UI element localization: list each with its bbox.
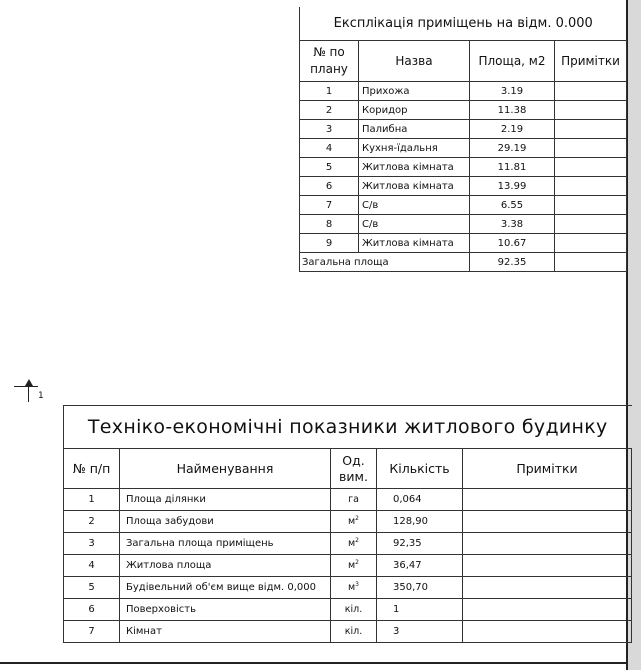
- explication-row: [300, 177, 627, 196]
- tep-row: [64, 511, 632, 533]
- explication-row: [300, 196, 627, 215]
- tep-row-unit-text: га: [348, 494, 359, 506]
- tep-row-notes: [463, 489, 632, 511]
- tep-row-notes: [463, 533, 632, 555]
- tep-title: Техніко-економічні показники житлового будинку: [64, 406, 632, 449]
- explication-row: [300, 158, 627, 177]
- explication-row-area: 6.55: [470, 196, 555, 215]
- tep-row-unit-text: м: [348, 560, 356, 572]
- tep-row-name: Житлова площа: [120, 555, 331, 577]
- tep-row-unit-text: м: [348, 538, 356, 550]
- tep-row-notes: [463, 621, 632, 643]
- explication-row-notes: [555, 120, 627, 139]
- tep-row-notes: [463, 555, 632, 577]
- explication-row-num: 8: [300, 215, 359, 234]
- tep-row-notes: [463, 599, 632, 621]
- tep-row-unit-text: м: [348, 516, 356, 528]
- explication-total-value: 92.35: [470, 253, 555, 272]
- explication-row: [300, 215, 627, 234]
- tep-row-num: 6: [64, 599, 120, 621]
- tep-row-unit-sup: 2: [355, 537, 359, 545]
- tep-row: [64, 555, 632, 577]
- explication-row-notes: [555, 196, 627, 215]
- explication-row-area: 11.38: [470, 101, 555, 120]
- tep-row-name: Загальна площа приміщень: [120, 533, 331, 555]
- explication-row-num: 6: [300, 177, 359, 196]
- explication-total-label: Загальна площа: [300, 253, 470, 272]
- tep-row-unit-sup: 2: [355, 559, 359, 567]
- tep-row-qty: 1: [377, 599, 463, 621]
- tep-row-unit-text: м: [348, 582, 356, 594]
- tep-row: [64, 577, 632, 599]
- level-marker-line: [14, 386, 38, 387]
- explication-total-notes: [555, 253, 627, 272]
- explication-row-area: 3.19: [470, 82, 555, 101]
- tep-header-num: № п/п: [64, 449, 120, 489]
- tep-row-qty: 0,064: [377, 489, 463, 511]
- explication-row-area: 2.19: [470, 120, 555, 139]
- tep-row-unit: [331, 599, 377, 621]
- explication-row-num: 1: [300, 82, 359, 101]
- tep-header-notes: Примітки: [463, 449, 632, 489]
- explication-table: [299, 7, 627, 272]
- tep-row-notes: [463, 577, 632, 599]
- tep-row-name: Площа забудови: [120, 511, 331, 533]
- explication-row: [300, 234, 627, 253]
- tep-row-qty: 128,90: [377, 511, 463, 533]
- explication-row-notes: [555, 177, 627, 196]
- explication-row-notes: [555, 101, 627, 120]
- explication-row: [300, 82, 627, 101]
- explication-row-notes: [555, 158, 627, 177]
- tep-row-num: 4: [64, 555, 120, 577]
- explication-row-name: С/в: [359, 215, 470, 234]
- explication-header-num: № по плану: [300, 41, 359, 82]
- explication-row: [300, 101, 627, 120]
- explication-row-name: Коридор: [359, 101, 470, 120]
- explication-row-area: 10.67: [470, 234, 555, 253]
- explication-title: Експлікація приміщень на відм. 0.000: [300, 7, 627, 41]
- tep-row: [64, 489, 632, 511]
- explication-row: [300, 120, 627, 139]
- tep-table: [63, 405, 632, 643]
- tep-row-unit: [331, 555, 377, 577]
- explication-row-name: Житлова кімната: [359, 158, 470, 177]
- tep-row: [64, 621, 632, 643]
- explication-row-num: 2: [300, 101, 359, 120]
- tep-row-unit: [331, 577, 377, 599]
- tep-row: [64, 533, 632, 555]
- explication-row-name: С/в: [359, 196, 470, 215]
- tep-row-num: 2: [64, 511, 120, 533]
- level-marker-label: 1: [38, 391, 44, 401]
- explication-row-num: 5: [300, 158, 359, 177]
- tep-row-unit-sup: 3: [355, 581, 359, 589]
- explication-row-num: 3: [300, 120, 359, 139]
- explication-row: [300, 139, 627, 158]
- explication-row-num: 9: [300, 234, 359, 253]
- explication-row-name: Житлова кімната: [359, 177, 470, 196]
- tep-row-qty: 350,70: [377, 577, 463, 599]
- tep-row-unit-sup: 2: [355, 515, 359, 523]
- explication-row-num: 7: [300, 196, 359, 215]
- level-marker-stem: [28, 384, 29, 402]
- explication-row-notes: [555, 234, 627, 253]
- explication-header-name: Назва: [359, 41, 470, 82]
- tep-row-unit-text: кіл.: [344, 604, 363, 616]
- tep-row: [64, 599, 632, 621]
- explication-total-row: [300, 253, 627, 272]
- level-marker: [14, 379, 44, 409]
- explication-row-notes: [555, 139, 627, 158]
- tep-row-unit: [331, 489, 377, 511]
- explication-row-name: Палибна: [359, 120, 470, 139]
- explication-header-notes: Примітки: [555, 41, 627, 82]
- tep-row-name: Поверховість: [120, 599, 331, 621]
- tep-row-name: Кімнат: [120, 621, 331, 643]
- level-marker-arrow-icon: [25, 379, 33, 386]
- sheet-frame-bottom: [0, 662, 628, 664]
- explication-row-name: Прихожа: [359, 82, 470, 101]
- tep-row-name: Площа ділянки: [120, 489, 331, 511]
- explication-row-area: 29.19: [470, 139, 555, 158]
- explication-row-num: 4: [300, 139, 359, 158]
- tep-row-num: 7: [64, 621, 120, 643]
- explication-row-notes: [555, 215, 627, 234]
- tep-row-qty: 36,47: [377, 555, 463, 577]
- explication-row-name: Кухня-їдальня: [359, 139, 470, 158]
- explication-header-area: Площа, м2: [470, 41, 555, 82]
- tep-header-name: Найменування: [120, 449, 331, 489]
- tep-row-unit: [331, 533, 377, 555]
- tep-header-qty: Кількість: [377, 449, 463, 489]
- explication-row-area: 3.38: [470, 215, 555, 234]
- tep-row-qty: 92,35: [377, 533, 463, 555]
- explication-row-notes: [555, 82, 627, 101]
- tep-row-notes: [463, 511, 632, 533]
- tep-row-num: 3: [64, 533, 120, 555]
- tep-row-num: 1: [64, 489, 120, 511]
- explication-row-name: Житлова кімната: [359, 234, 470, 253]
- tep-header-unit: Од. вим.: [331, 449, 377, 489]
- tep-row-unit-text: кіл.: [344, 626, 363, 638]
- tep-row-num: 5: [64, 577, 120, 599]
- tep-row-name: Будівельний об'єм вище відм. 0,000: [120, 577, 331, 599]
- tep-row-unit: [331, 621, 377, 643]
- tep-row-qty: 3: [377, 621, 463, 643]
- tep-row-unit: [331, 511, 377, 533]
- explication-row-area: 11.81: [470, 158, 555, 177]
- explication-row-area: 13.99: [470, 177, 555, 196]
